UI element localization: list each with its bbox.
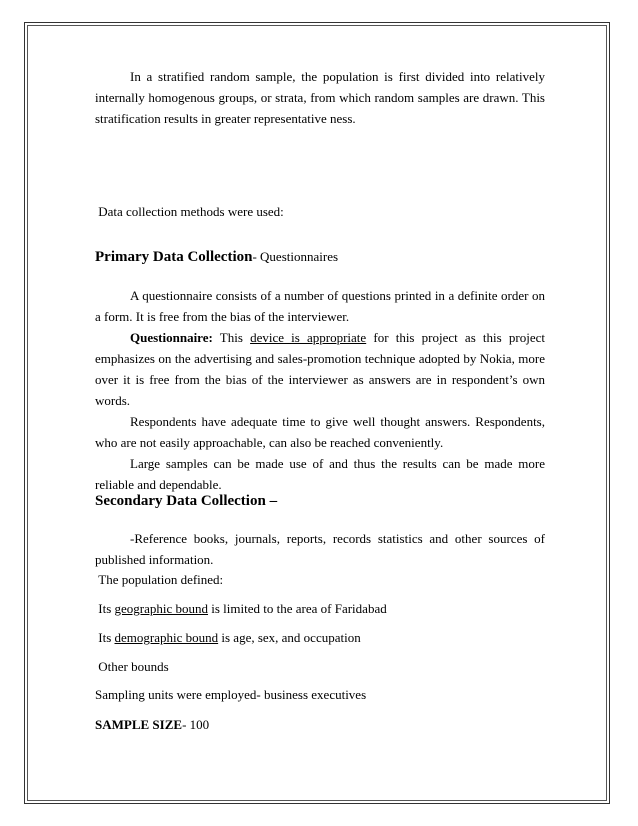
large-samples-paragraph: Large samples can be made use of and thus the results can be made more reliable and dependable. [95, 456, 545, 492]
primary-section [95, 285, 545, 495]
demographic-bound: Its demographic bound is age, sex, and occupation [98, 630, 361, 645]
secondary-sources: -Reference books, journals, reports, records statistics and other sources of published information. [95, 531, 545, 567]
respondents-paragraph: Respondents have adequate time to give well thought answers. Respondents, who are not easily approachable, can also be reached conveniently. [95, 414, 545, 450]
document-body [95, 66, 545, 732]
population-label: The population defined: [98, 572, 224, 587]
geographic-bound: Its geographic bound is limited to the area of Faridabad [98, 601, 387, 616]
questionnaire-paragraph: Questionnaire: This device is appropriate for this project as this project emphasizes on the advertising and sales-promotion technique adopted by Nokia, more over it is free from the bias of the interviewer as answers are in respondent’s own words. [95, 330, 545, 408]
primary-heading: Primary Data Collection- Questionnaires [95, 249, 339, 265]
other-bounds: Other bounds [98, 659, 169, 674]
methods-intro: Data collection methods were used: [98, 204, 284, 219]
stratified-paragraph: In a stratified random sample, the population is first divided into relatively internally homogenous groups, or strata, from which random samples are drawn. This stratification results in greater representative ness. [95, 69, 545, 126]
sample-size: SAMPLE SIZE- 100 [95, 717, 210, 732]
sampling-units: Sampling units were employed- business executives [95, 687, 367, 702]
questionnaire-definition: A questionnaire consists of a number of questions printed in a definite order on a form. It is free from the bias of the interviewer. [95, 288, 545, 324]
secondary-heading: Secondary Data Collection – [95, 493, 278, 509]
